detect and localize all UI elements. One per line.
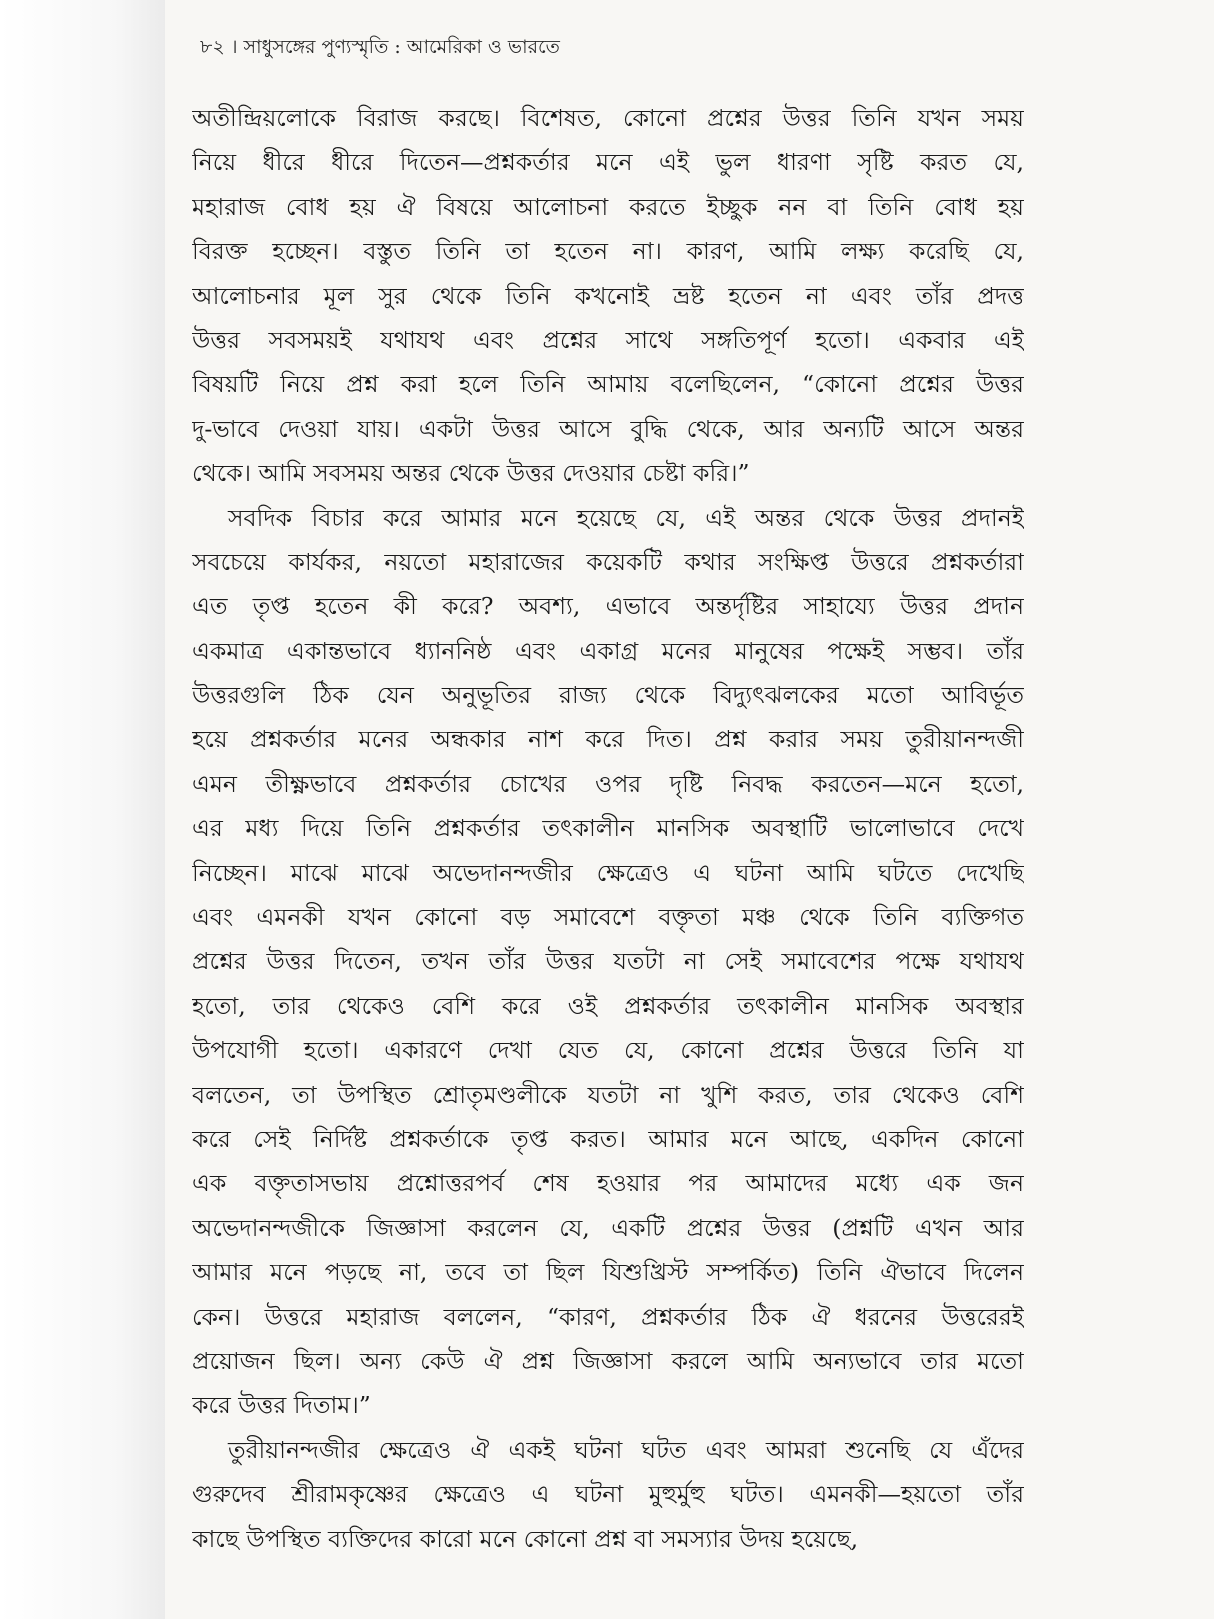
text-line: একমাত্র একান্তভাবে ধ্যাননিষ্ঠ এবং একাগ্র মনের মানুষের পক্ষেই সম্ভব। তাঁর <box>192 636 1024 665</box>
body-text <box>192 96 1024 1561</box>
text-line: উত্তর সবসময়ই যথাযথ এবং প্রশ্নের সাথে সঙ্গতিপূর্ণ হতো। একবার এই <box>192 325 1024 354</box>
text-line: মহারাজ বোধ হয় ঐ বিষয়ে আলোচনা করতে ইচ্ছুক নন বা তিনি বোধ হয় <box>192 192 1024 221</box>
text-line: অভেদানন্দজীকে জিজ্ঞাসা করলেন যে, একটি প্রশ্নের উত্তর (প্রশ্নটি এখন আর <box>192 1213 1024 1242</box>
text-line: অতীন্দ্রিয়লোকে বিরাজ করছে। বিশেষত, কোনো প্রশ্নের উত্তর তিনি যখন সময় <box>192 104 1024 132</box>
text-line: এবং এমনকী যখন কোনো বড় সমাবেশে বক্তৃতা মঞ্চ থেকে তিনি ব্যক্তিগত <box>192 903 1024 932</box>
text-line: এত তৃপ্ত হতেন কী করে? অবশ্য, এভাবে অন্তর্দৃষ্টির সাহায্যে উত্তর প্রদান <box>192 592 1024 621</box>
text-line: নিচ্ছেন। মাঝে মাঝে অভেদানন্দজীর ক্ষেত্রেও এ ঘটনা আমি ঘটতে দেখেছি <box>192 858 1024 887</box>
text-line: সবচেয়ে কার্যকর, নয়তো মহারাজের কয়েকটি কথার সংক্ষিপ্ত উত্তরে প্রশ্নকর্তারা <box>192 547 1024 576</box>
text-line: থেকে। আমি সবসময় অন্তর থেকে উত্তর দেওয়ার চেষ্টা করি।” <box>192 459 750 488</box>
text-line: হয়ে প্রশ্নকর্তার মনের অন্ধকার নাশ করে দিত। প্রশ্ন করার সময় তুরীয়ানন্দজী <box>192 725 1024 754</box>
text-line: উত্তরগুলি ঠিক যেন অনুভূতির রাজ্য থেকে বিদ্যুৎঝলকের মতো আবির্ভূত <box>192 681 1024 710</box>
text-line: এমন তীক্ষ্ণভাবে প্রশ্নকর্তার চোখের ওপর দৃষ্টি নিবদ্ধ করতেন—মনে হতো, <box>192 769 1024 798</box>
text-line: সবদিক বিচার করে আমার মনে হয়েছে যে, এই অন্তর থেকে উত্তর প্রদানই <box>228 503 1024 532</box>
running-head: ৮২ । সাধুসঙ্গের পুণ্যস্মৃতি : আমেরিকা ও ভারতে <box>200 36 560 58</box>
text-line: আমার মনে পড়ছে না, তবে তা ছিল যিশুখ্রিস্ট সম্পর্কিত) তিনি ঐভাবে দিলেন <box>192 1258 1024 1287</box>
paragraph <box>192 496 1024 1428</box>
text-line: করে উত্তর দিতাম।” <box>192 1391 371 1420</box>
text-line: কাছে উপস্থিত ব্যক্তিদের কারো মনে কোনো প্রশ্ন বা সমস্যার উদয় হয়েছে, <box>192 1524 859 1553</box>
text-line: গুরুদেব শ্রীরামকৃষ্ণের ক্ষেত্রেও এ ঘটনা মুহুর্মুহু ঘটত। এমনকী—হয়তো তাঁর <box>192 1480 1024 1509</box>
text-line: এর মধ্য দিয়ে তিনি প্রশ্নকর্তার তৎকালীন মানসিক অবস্থাটি ভালোভাবে দেখে <box>192 814 1024 843</box>
text-line: এক বক্তৃতাসভায় প্রশ্নোত্তরপর্ব শেষ হওয়ার পর আমাদের মধ্যে এক জন <box>192 1169 1024 1198</box>
text-line: নিয়ে ধীরে ধীরে দিতেন—প্রশ্নকর্তার মনে এই ভুল ধারণা সৃষ্টি করত যে, <box>192 148 1024 177</box>
text-line: প্রয়োজন ছিল। অন্য কেউ ঐ প্রশ্ন জিজ্ঞাসা করলে আমি অন্যভাবে তার মতো <box>192 1346 1024 1375</box>
page-left-margin <box>0 0 165 1619</box>
text-line: বিষয়টি নিয়ে প্রশ্ন করা হলে তিনি আমায় বলেছিলেন, “কোনো প্রশ্নের উত্তর <box>192 370 1024 399</box>
text-line: কেন। উত্তরে মহারাজ বললেন, “কারণ, প্রশ্নকর্তার ঠিক ঐ ধরনের উত্তরেরই <box>192 1302 1024 1331</box>
text-line: উপযোগী হতো। একারণে দেখা যেত যে, কোনো প্রশ্নের উত্তরে তিনি যা <box>192 1036 1024 1065</box>
text-line: প্রশ্নের উত্তর দিতেন, তখন তাঁর উত্তর যতটা না সেই সমাবেশের পক্ষে যথাযথ <box>192 947 1024 976</box>
text-line: বিরক্ত হচ্ছেন। বস্তুত তিনি তা হতেন না। কারণ, আমি লক্ষ্য করেছি যে, <box>192 237 1024 266</box>
text-line: বলতেন, তা উপস্থিত শ্রোতৃমণ্ডলীকে যতটা না খুশি করত, তার থেকেও বেশি <box>192 1080 1024 1109</box>
paragraph <box>192 1428 1024 1561</box>
text-line: তুরীয়ানন্দজীর ক্ষেত্রেও ঐ একই ঘটনা ঘটত এবং আমরা শুনেছি যে এঁদের <box>228 1435 1024 1464</box>
text-line: হতো, তার থেকেও বেশি করে ওই প্রশ্নকর্তার তৎকালীন মানসিক অবস্থার <box>192 991 1024 1020</box>
text-line: করে সেই নির্দিষ্ট প্রশ্নকর্তাকে তৃপ্ত করত। আমার মনে আছে, একদিন কোনো <box>192 1124 1024 1153</box>
paragraph <box>192 96 1024 496</box>
text-line: আলোচনার মূল সুর থেকে তিনি কখনোই ভ্রষ্ট হতেন না এবং তাঁর প্রদত্ত <box>192 281 1024 310</box>
text-line: দু-ভাবে দেওয়া যায়। একটা উত্তর আসে বুদ্ধি থেকে, আর অন্যটি আসে অন্তর <box>192 414 1024 443</box>
